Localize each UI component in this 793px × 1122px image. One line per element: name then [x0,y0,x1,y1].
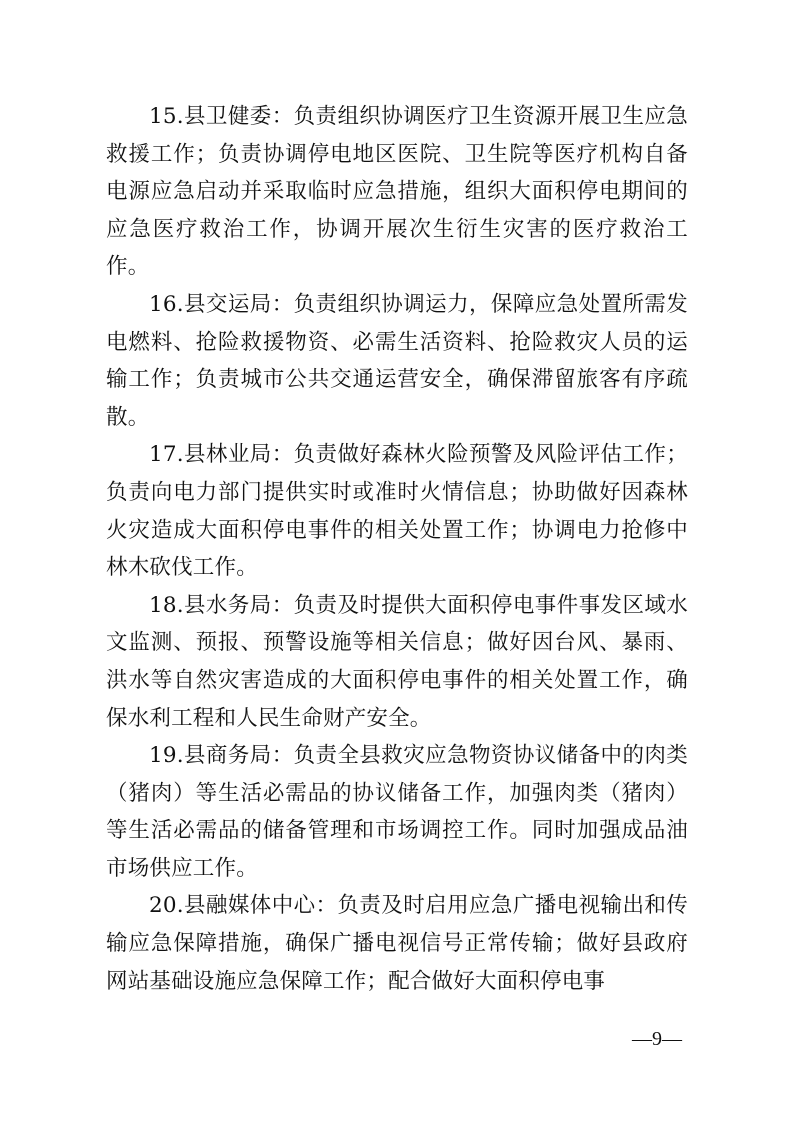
paragraph-16-transport-bureau: 16.县交运局：负责组织协调运力，保障应急处置所需发电燃料、抢险救援物资、必需生活资料、抢险救灾人员的运输工作；负责城市公共交通运营安全，确保滞留旅客有序疏散。 [106,291,688,430]
paragraph-20-media-center: 20.县融媒体中心：负责及时启用应急广播电视输出和传输应急保障措施，确保广播电视信号正常传输；做好县政府网站基础设施应急保障工作；配合做好大面积停电事 [106,893,688,994]
paragraph-15-health-commission: 15.县卫健委：负责组织协调医疗卫生资源开展卫生应急救援工作；负责协调停电地区医院、卫生院等医疗机构自备电源应急启动并采取临时应急措施，组织大面积停电期间的应急医疗救治工作，协调开展次生衍生灾害的医疗救治工作。 [106,104,688,280]
paragraph-17-forestry-bureau: 17.县林业局：负责做好森林火险预警及风险评估工作；负责向电力部门提供实时或准时火情信息；协助做好因森林火灾造成大面积停电事件的相关处置工作；协调电力抢修中林木砍伐工作。 [106,442,688,581]
paragraph-19-commerce-bureau: 19.县商务局：负责全县救灾应急物资协议储备中的肉类（猪肉）等生活必需品的协议储备工作，加强肉类（猪肉）等生活必需品的储备管理和市场调控工作。同时加强成品油市场供应工作。 [106,743,688,881]
page-number: —9— [632,1028,682,1050]
document-body [106,98,688,1000]
paragraph-18-water-bureau: 18.县水务局：负责及时提供大面积停电事件事发区域水文监测、预报、预警设施等相关信息；做好因台风、暴雨、洪水等自然灾害造成的大面积停电事件的相关处置工作，确保水利工程和人民生命财产安全。 [106,592,688,731]
